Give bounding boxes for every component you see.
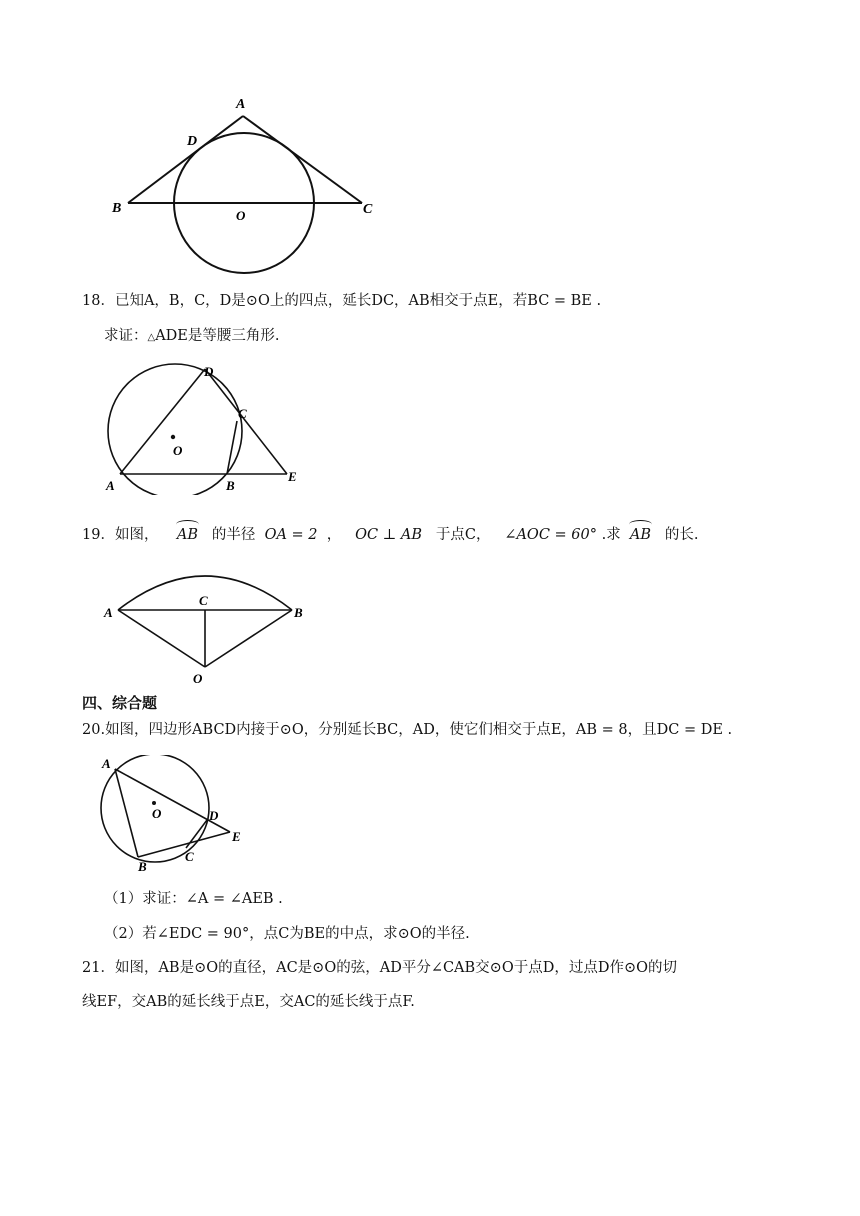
q19-comma: ， (326, 527, 342, 543)
segment-ab (115, 769, 138, 857)
q18-text3: ADE是等腰三角形. (155, 328, 280, 344)
q19-line (82, 525, 699, 545)
segment-ab (128, 116, 243, 203)
label-d: D (204, 364, 214, 379)
triangle-symbol: △ (147, 332, 156, 343)
figure-20 (95, 755, 255, 875)
q19-p1: 如图， (114, 527, 159, 543)
q18-text1: 已知A，B，C，D是⊙O上的四点，延长DC，AB相交于点E，若BC = BE . (114, 293, 602, 309)
segment-ad (120, 369, 205, 474)
label-b: B (138, 859, 147, 874)
q18-number: 18． (82, 293, 115, 309)
label-o: O (152, 806, 162, 821)
arc-ab-symbol-2: AB (629, 527, 652, 543)
q19-radius: OA = 2 (264, 527, 318, 543)
label-e: E (232, 829, 241, 844)
q19-p3: 于点C， (435, 527, 491, 543)
label-o: O (193, 671, 203, 686)
arc-ab-symbol: AB (176, 527, 199, 543)
segment-ac (243, 116, 362, 203)
q21-line1: 21．如图，AB是⊙O的直径，AC是⊙O的弦，AD平分∠CAB交⊙O于点D，过点D作⊙O的切 (82, 960, 678, 976)
q20-part1: （1）求证：∠A = ∠AEB . (104, 891, 283, 907)
center-dot (152, 801, 156, 805)
q19-angle: ∠AOC = 60° (504, 527, 597, 543)
label-d: D (187, 134, 198, 149)
q18-line1 (82, 291, 601, 311)
segment-dc (186, 820, 207, 848)
label-c: C (238, 406, 247, 421)
q20-number: 20. (82, 722, 106, 738)
q21-line2: 线EF，交AB的延长线于点E，交AC的延长线于点F. (82, 994, 415, 1010)
q19-number: 19． (82, 527, 115, 543)
label-c: C (363, 202, 373, 217)
label-b: B (294, 605, 303, 620)
label-o: O (236, 208, 246, 223)
q18-text2: 求证： (104, 328, 148, 344)
q19-p5: 的长. (664, 527, 699, 543)
label-o: O (173, 443, 183, 458)
circle-o (108, 364, 242, 495)
label-b: B (226, 478, 235, 493)
q20-part2: （2）若∠EDC = 90°，点C为BE的中点，求⊙O的半径. (104, 926, 470, 942)
q20-text: 如图，四边形ABCD内接于⊙O，分别延长BC，AD，使它们相交于点E，AB = 8，且DC = DE . (105, 722, 733, 738)
segment-oa (118, 610, 205, 667)
segment-de (205, 369, 287, 474)
q20-line (82, 720, 732, 740)
center-dot (171, 435, 175, 439)
label-c: C (185, 849, 194, 864)
q19-p2: 的半径 (211, 527, 256, 543)
q18-line2 (104, 326, 280, 348)
label-d: D (209, 808, 219, 823)
figure-17 (100, 90, 400, 280)
label-a: A (106, 478, 115, 493)
section-heading: 四、综合题 (82, 694, 158, 712)
q19-perp: OC ⊥ AB (355, 527, 423, 543)
label-b: B (112, 201, 122, 216)
label-a: A (236, 97, 246, 112)
label-a: A (104, 605, 113, 620)
figure-18 (100, 360, 310, 495)
figure-19 (100, 565, 315, 690)
segment-ob (205, 610, 292, 667)
q19-p4: .求 (601, 527, 621, 543)
label-a: A (102, 756, 111, 771)
label-e: E (288, 469, 297, 484)
label-c: C (199, 593, 208, 608)
